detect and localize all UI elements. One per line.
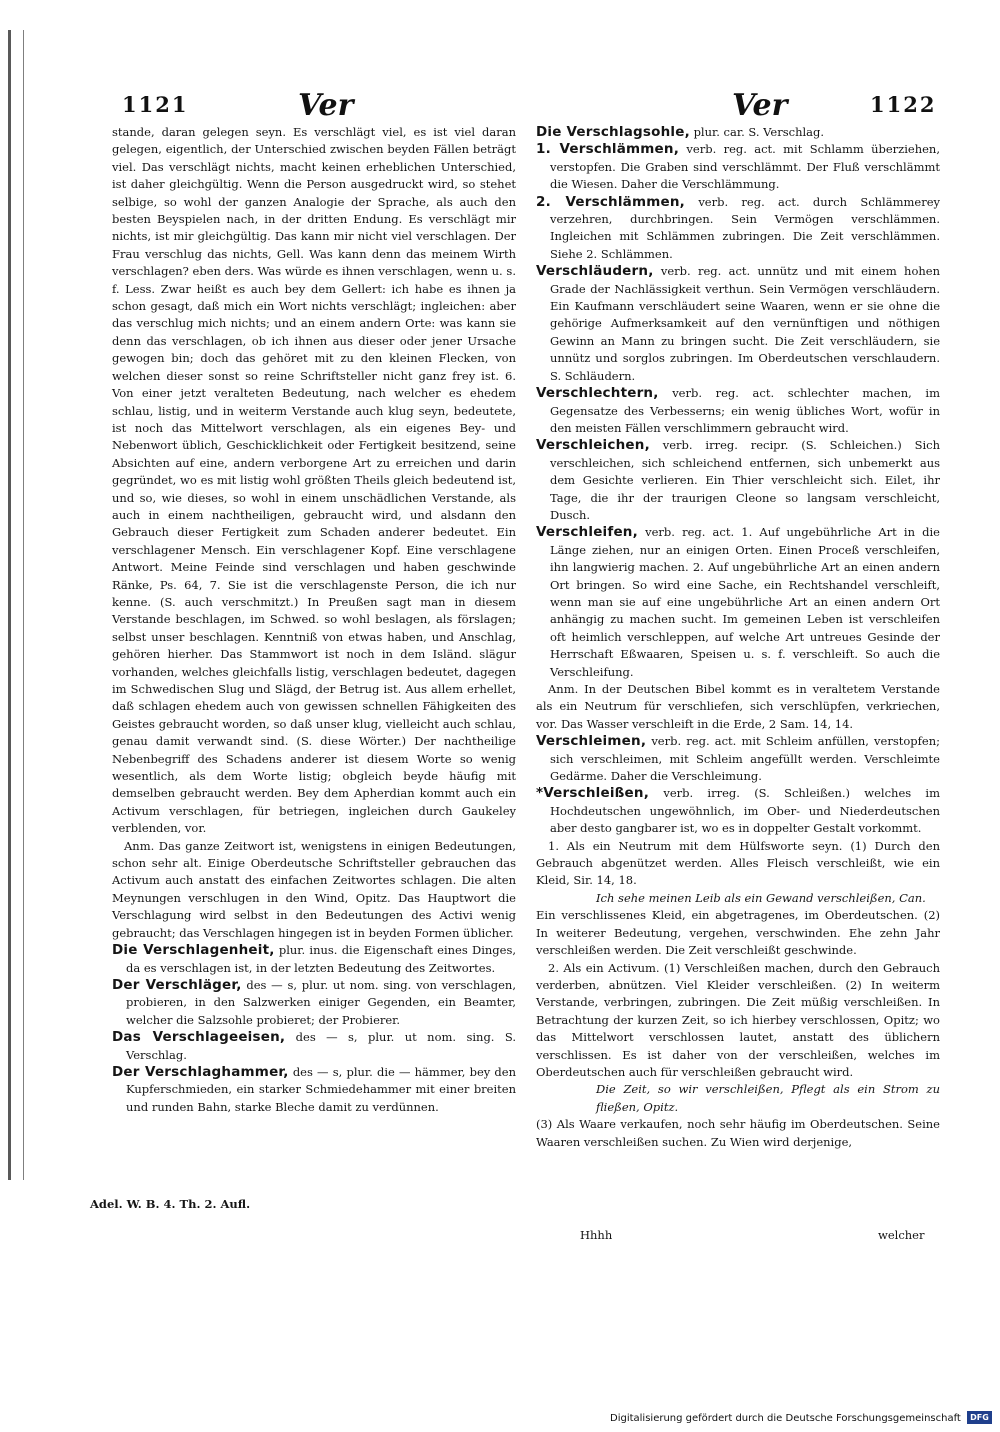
left-running-head: Ver bbox=[298, 88, 354, 123]
entry-body: des — s, plur. ut nom. sing. von verschlagen, probieren, in den Salzwerken einiger Gegenden, ein Beamter, welcher die Salzsohle probieret; der Probierer. bbox=[126, 977, 516, 1027]
left-page-number: 1121 bbox=[122, 92, 189, 117]
dictionary-entry bbox=[536, 263, 940, 385]
dictionary-entry bbox=[112, 1064, 516, 1116]
dictionary-entry bbox=[112, 977, 516, 1029]
dictionary-entry bbox=[536, 124, 940, 141]
entry-body: stande, daran gelegen seyn. Es verschlägt viel, es ist viel daran gelegen, eigentlich, der Unterschied zwischen beyden Fällen beträgt viel. Das verschlägt nichts, macht keinen erheblichen Unterschied, ist daher gleichgültig. Wenn die Person ausgedruckt wird, so stehet selbige, so wohl der ganzen Analogie der Sprache, als auch den besten Beyspielen nach, in der dritten Endung. Es verschlägt mir nichts, ist mir gleichgültig. Das kann mir nicht viel verschlagen. Der Frau verschlug das nichts, Gell. Was kann denn das meinem Wirth verschlagen? eben ders. Was würde es ihnen verschlagen, wenn u. s. f. Less. Zwar heißt es auch bey dem Gellert: ich habe es ihnen ja schon gesagt, daß mich ein Wort nichts verschlägt; ingleichen: aber das verschlug mich nichts; und an einem andern Orte: was kann sie denn das verschlagen, ob ich ihnen aus dieser oder jener Ursache gewogen bin; doch das gehöret mit zu den kleinen Flecken, von welchen dieser sonst so reine Schriftsteller nicht ganz frey ist. 6. Von einer jetzt veralteten Bedeutung, nach welcher es ehedem schlau, listig, und in weiterm Verstande auch klug seyn, bedeutete, ist noch das Mittelwort verschlagen, als ein eigenes Bey- und Nebenwort üblich, Geschicklichkeit oder Fertigkeit besitzend, seine Absichten auf eine, andern verborgene Art zu erreichen und darin gegründet, wo es mit listig wohl größten Theils gleich bedeutend ist, und so, wie dieses, so wohl in einem unschädlichen Verstande, als auch in einem nachtheiligen, gebraucht wird, und alsdann den Gebrauch dieser Fertigkeit zum Schaden anderer bedeutet. Ein verschlagener Mensch. Ein verschlagener Kopf. Eine verschlagene Antwort. Meine Feinde sind verschlagen und haben geschwinde Ränke, Ps. 64, 7. Sie ist die verschlagenste Person, die ich nur kenne. (S. auch verschmitzt.) In Preußen sagt man in diesem Verstande beschlagen, im Schwed. so wohl beslagen, als förslagen; selbst unser beschlagen. Kenntniß von etwas haben, und Anschlag, gehören hierher. Das Stammwort ist noch in dem Isländ. slägur vorhanden, welches gleichfalls listig, verschlagen bedeutet, dagegen im Schwedischen Slug und Slägd, der Betrug ist. Aus allem erhellet, daß schlagen ehedem auch von gewissen schnellen Fähigkeiten des Geistes gebraucht worden, so daß unser klug, vielleicht auch schlau, genau damit verwandt sind. (S. diese Wörter.) Der nachtheilige Nebenbegriff des Schadens anderer ist diesem Worte so wenig wesentlich, als dem Worte listig; obgleich beyde häufig mit demselben gebraucht werden. Bey dem Apherdian kommt auch ein Activum verschlagen, für betriegen, ingleichen durch Gaukeley verblenden, vor. bbox=[112, 125, 516, 836]
entry-body: des — s, plur. ut nom. sing. S. Verschlag. bbox=[126, 1030, 516, 1062]
dictionary-entry bbox=[112, 1029, 516, 1064]
headword: 1. Verschlämmen, bbox=[536, 141, 680, 158]
entry-body: des — s, plur. die — hämmer, bey den Kupferschmieden, ein starker Schmiedehammer mit einer breiten und runden Bahn, starke Bleche damit zu verdünnen. bbox=[126, 1064, 517, 1114]
entry-body: verb. reg. act. mit Schleim anfüllen, verstopfen; sich verschleimen, mit Schleim angefüllt werden. Verschleimte Gedärme. Daher die Verschleimung. bbox=[550, 734, 940, 784]
dictionary-entry bbox=[536, 524, 940, 681]
dictionary-entry bbox=[536, 733, 940, 785]
scan-binding-edge bbox=[8, 30, 24, 1180]
entry-body: 1. Als ein Neutrum mit dem Hülfsworte seyn. (1) Durch den Gebrauch abgenützet werden. Alles Fleisch verschleißt, wie ein Kleid, Sir. 14, 18. bbox=[536, 838, 940, 888]
entry-body: verb. irreg. (S. Schleißen.) welches im Hochdeutschen ungewöhnlich, im Ober- und Niederdeutschen aber desto gangbarer ist, wo es in doppelter Gestalt vorkommt. bbox=[550, 786, 941, 836]
dfg-logo: DFG bbox=[967, 1411, 992, 1424]
headword: Der Verschläger, bbox=[112, 976, 242, 993]
entry-body: verb. irreg. recipr. (S. Schleichen.) Sich verschleichen, sich schleichend entfernen, sich unbemerkt aus dem Gesichte verlieren. Ein Thier verschleicht sich. Eilet, ihr Tage, die ihr der traurigen Cleone so langsam verschleicht, Dusch. bbox=[550, 438, 940, 522]
headword: *Verschleißen, bbox=[536, 785, 650, 802]
entry-body: Anm. In der Deutschen Bibel kommt es in veraltetem Verstande als ein Neutrum für verschliefen, sich verschlüpfen, verkriechen, vor. Das Wasser verschleift in die Erde, 2 Sam. 14, 14. bbox=[536, 682, 940, 731]
right-catchword: welcher bbox=[878, 1228, 925, 1242]
entry-body: Anm. Das ganze Zeitwort ist, wenigstens in einigen Bedeutungen, schon sehr alt. Einige Oberdeutsche Schriftsteller gebrauchen das Activum auch anstatt des einfachen Zeitwortes schlagen. Die alten Meynungen verschlugen in den Wind, Opitz. Das Hauptwort die Verschlagung wird selbst in den Bedeutungen des Activi wenig gebraucht; das Verschlagen hingegen ist in beyden Formen üblicher. bbox=[112, 838, 516, 940]
entry-body: verb. reg. act. durch Schlämmerey verzehren, durchbringen. Sein Vermögen verschlämmen. Ingleichen mit Schlämmen zubringen. Die Zeit verschlämmen. Siehe 2. Schlämmen. bbox=[550, 194, 940, 261]
entry-body: verb. reg. act. mit Schlamm überziehen, verstopfen. Die Graben sind verschlämmt. Der Fluß verschlämmt die Wiesen. Daher die Verschlämmung. bbox=[550, 142, 940, 192]
dictionary-entry bbox=[112, 942, 516, 977]
headword: Der Verschlaghammer, bbox=[112, 1063, 289, 1080]
entry-text bbox=[536, 1116, 940, 1151]
dictionary-entry bbox=[536, 437, 940, 524]
headword: Verschleimen, bbox=[536, 733, 647, 750]
entry-body: 2. Als ein Activum. (1) Verschleißen machen, durch den Gebrauch verderben, abnützen. Viel Kleider verschleißen. (2) In weiterm Verstande, verbringen, zubringen. Die Zeit müßig verschleißen. In Betrachtung der kurzen Zeit, so ich hierbey verschlossen, Opitz; wo das Mittelwort verschlossen lautet, anstatt des üblichern verschlissen. Es ist daher von der verschleißen, welches im Oberdeutschen auch für verschleißen gebraucht wird. bbox=[536, 960, 940, 1079]
entry-body: plur. inus. die Eigenschaft eines Dinges, da es verschlagen ist, in der letzten Bedeutung des Zeitwortes. bbox=[126, 943, 517, 975]
entry-text bbox=[536, 907, 940, 959]
entry-body: Ein verschlissenes Kleid, ein abgetragenes, im Oberdeutschen. (2) In weiterer Bedeutung, vergehen, verschwinden. Ehe zehn Jahr verschleißen werden. Die Zeit verschleißt geschwinde. bbox=[536, 908, 940, 958]
entry-body: Die Zeit, so wir verschleißen, Pflegt als ein Strom zu fließen, Opitz. bbox=[596, 1082, 940, 1114]
headword: Verschleifen, bbox=[536, 524, 638, 541]
left-text-column bbox=[112, 124, 516, 1116]
headword: Verschlechtern, bbox=[536, 385, 659, 402]
entry-body: (3) Als Waare verkaufen, noch sehr häufig im Oberdeutschen. Seine Waaren verschleißen suchen. Zu Wien wird derjenige, bbox=[536, 1117, 940, 1149]
headword: Die Verschlagsohle, bbox=[536, 124, 690, 140]
headword: Das Verschlageeisen, bbox=[112, 1029, 286, 1046]
dictionary-entry bbox=[536, 385, 940, 437]
dictionary-entry bbox=[536, 194, 940, 264]
entry-body: verb. reg. act. unnütz und mit einem hohen Grade der Nachlässigkeit verthun. Sein Vermögen verschläudern. Ein Kaufmann verschläudert seine Waaren, wenn er sie ohne die gehörige Aufmerksamkeit auf den vernünftigen und nöthigen Gewinn an Mann zu bringen sucht. Die Zeit verschläudern, sie unnütz und sorglos zubringen. Im Oberdeutschen verschlaudern. S. Schläudern. bbox=[550, 264, 940, 383]
dictionary-entry bbox=[536, 141, 940, 193]
right-page-number: 1122 bbox=[870, 92, 937, 117]
dictionary-entry bbox=[536, 785, 940, 837]
entry-note bbox=[536, 681, 940, 733]
entry-body: plur. car. S. Verschlag. bbox=[693, 125, 825, 139]
headword: Die Verschlagenheit, bbox=[112, 942, 275, 959]
entry-body: verb. reg. act. 1. Auf ungebührliche Art in die Länge ziehen, nur an einigen Orten. Einen Proceß verschleifen, ihn langwierig machen. 2. Auf ungebührliche Art an einen andern Ort bringen. So wird eine Sache, ein Rechtshandel verschleift, wenn man sie auf eine ungebührliche Art an einen andern Ort anhängig zu machen sucht. Im gemeinen Leben ist verschleifen oft heimlich verschleppen, auf welche Art untreues Gesinde der Herrschaft Eßwaaren, Speisen u. s. f. verschleift. So auch die Verschleifung. bbox=[550, 525, 940, 679]
entry-note bbox=[112, 838, 516, 942]
right-text-column bbox=[536, 124, 940, 1151]
footer-credit: Digitalisierung gefördert durch die Deutsche Forschungsgemeinschaft bbox=[610, 1413, 961, 1424]
entry-body: verb. reg. act. schlechter machen, im Gegensatze des Verbesserns; ein wenig übliches Wort, wofür in den meisten Fällen verschlimmern gebraucht wird. bbox=[550, 386, 940, 435]
headword: Verschläudern, bbox=[536, 263, 654, 280]
entry-body: Ich sehe meinen Leib als ein Gewand verschleißen, Can. bbox=[596, 890, 926, 905]
right-sheet-signature: Hhhh bbox=[580, 1228, 613, 1242]
entry-note bbox=[536, 838, 940, 890]
verse-quote bbox=[536, 890, 940, 907]
headword: Verschleichen, bbox=[536, 437, 650, 454]
entry-note bbox=[536, 960, 940, 1082]
verse-quote bbox=[536, 1081, 940, 1116]
right-running-head: Ver bbox=[732, 88, 788, 123]
left-footer-signature: Adel. W. B. 4. Th. 2. Aufl. bbox=[90, 1197, 251, 1211]
headword: 2. Verschlämmen, bbox=[536, 193, 686, 210]
entry-text bbox=[112, 124, 516, 838]
